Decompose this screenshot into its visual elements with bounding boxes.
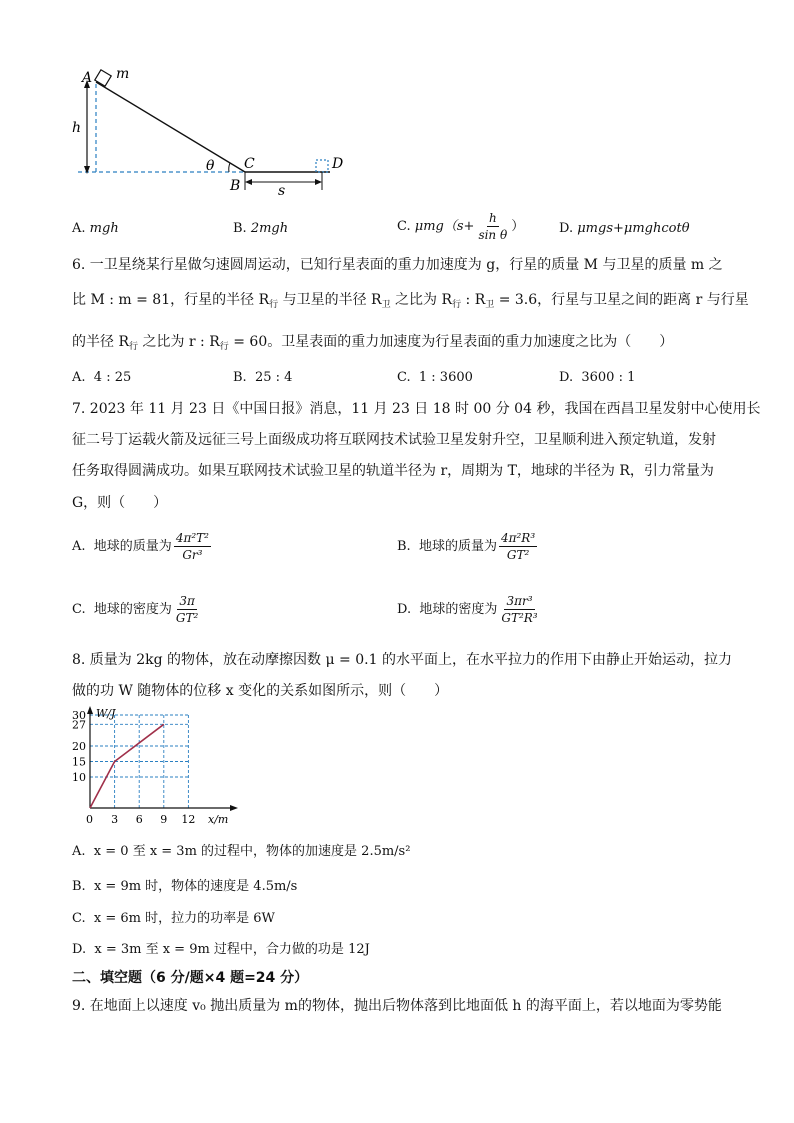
q7-option-d: D. 地球的密度为 $\frac{\text{3πr³}}{\text{GT²R³}}$ (397, 594, 538, 625)
y-tick-label: 27 (72, 718, 86, 732)
x-axis-label: x/m (208, 813, 229, 826)
h-arrow-bottom (84, 166, 90, 174)
incline-surface (96, 82, 245, 172)
theta-arc (229, 163, 230, 172)
x-tick-label: 9 (160, 813, 168, 826)
x-tick-label: 3 (111, 813, 119, 826)
q7-line-4: G，则（ ） (72, 495, 168, 511)
q5-option-c: C. μmg（s+ $\frac{h}{\text{sin θ}}$ ） (397, 211, 525, 242)
label-h: h (72, 120, 82, 136)
q7-line-2: 征二号丁运载火箭及远征三号上面级成功将互联网技术试验卫星发射升空，卫星顺利进入预定轨道，发射 (72, 432, 716, 448)
block-m (95, 70, 111, 86)
label-theta: θ (206, 158, 215, 174)
q6-line-1: 6. 一卫星绕某行星做匀速圆周运动，已知行星表面的重力加速度为 g，行星的质量 M 与卫星的质量 m 之 (72, 257, 723, 273)
s-arrow-right (315, 179, 322, 185)
q8-option-d: D. x = 3m 至 x = 9m 过程中，合力做的功是 12J (72, 942, 370, 957)
q5-option-d: D. μmgs+μmghcotθ (559, 221, 690, 236)
label-C: C (244, 156, 255, 172)
q9-line-1: 9. 在地面上以速度 v₀ 抛出质量为 m的物体，抛出后物体落到比地面低 h 的海平面上，若以地面为零势能 (72, 998, 722, 1014)
q7-option-b: B. 地球的质量为 $\frac{\text{4π²R³}}{\text{GT²}}$ (397, 531, 536, 562)
q5-option-a: A. mgh (72, 221, 119, 236)
label-s: s (278, 183, 286, 199)
q8-line-1: 8. 质量为 2kg 的物体，放在动摩擦因数 μ = 0.1 的水平面上，在水平拉力的作用下由静止开始运动，拉力 (72, 652, 732, 668)
q6-line-3: 的半径 $R_行$ 之比为 r : $R_行 = 60$。卫星表面的重力加速度为行星表面的重力加速度之比为（ ） (72, 334, 674, 352)
q5-option-b: B. 2mgh (233, 221, 289, 236)
y-axis-arrow (87, 706, 93, 714)
q6-option-b: B. 25 : 4 (233, 370, 293, 385)
incline-diagram (60, 62, 360, 202)
q7-option-a: A. 地球的质量为 $\frac{\text{4π²T²}}{\text{Gr³}}$ (72, 531, 209, 562)
q7-option-c: C. 地球的密度为 $\frac{3\pi}{\text{GT²}}$ (72, 594, 199, 625)
origin-label: 0 (86, 813, 93, 826)
q8-option-a: A. x = 0 至 x = 3m 的过程中，物体的加速度是 2.5m/s² (72, 844, 411, 859)
label-D: D (332, 156, 344, 172)
y-tick-label: 20 (72, 740, 86, 753)
work-displacement-chart (68, 703, 248, 828)
y-tick-label: 10 (72, 771, 86, 784)
y-tick-label: 15 (72, 755, 86, 769)
x-tick-label: 6 (135, 813, 143, 826)
section-2-heading: 二、填空题（6 分/题×4 题=24 分） (72, 970, 309, 986)
chart-grid (90, 715, 188, 808)
block-d (316, 160, 328, 172)
label-B: B (230, 178, 241, 194)
q8-option-b: B. x = 9m 时，物体的速度是 4.5m/s (72, 879, 298, 894)
q6-line-2: 比 M : m = 81，行星的半径 $R_行$ 与卫星的半径 $R_卫$ 之比为 $R_行$ : $R_卫 = 3.6$，行星与卫星之间的距离 r 与行星 (72, 292, 749, 310)
x-tick-label: 12 (181, 813, 196, 826)
x-axis-arrow (230, 805, 238, 811)
q7-line-1: 7. 2023 年 11 月 23 日《中国日报》消息，11 月 23 日 18 时 00 分 04 秒，我国在西昌卫星发射中心使用长 (72, 401, 761, 417)
q8-line-2: 做的功 W 随物体的位移 x 变化的关系如图所示，则（ ） (72, 683, 449, 699)
q7-line-3: 任务取得圆满成功。如果互联网技术试验卫星的轨道半径为 r，周期为 T，地球的半径为 R，引力常量为 (72, 463, 714, 479)
q6-option-a: A. 4 : 25 (72, 370, 132, 385)
work-line (90, 724, 164, 808)
y-tick-label: 30 (72, 709, 86, 722)
q8-option-c: C. x = 6m 时，拉力的功率是 6W (72, 911, 275, 926)
y-axis-label: W/J (96, 707, 116, 720)
q5-c-fraction: $\frac{h}{\text{sin θ}}$ (478, 211, 508, 242)
q6-option-d: D. 3600 : 1 (559, 370, 636, 385)
label-m: m (116, 66, 130, 82)
q6-option-c: C. 1 : 3600 (397, 370, 473, 385)
s-arrow-left (245, 179, 252, 185)
label-A: A (82, 70, 93, 86)
